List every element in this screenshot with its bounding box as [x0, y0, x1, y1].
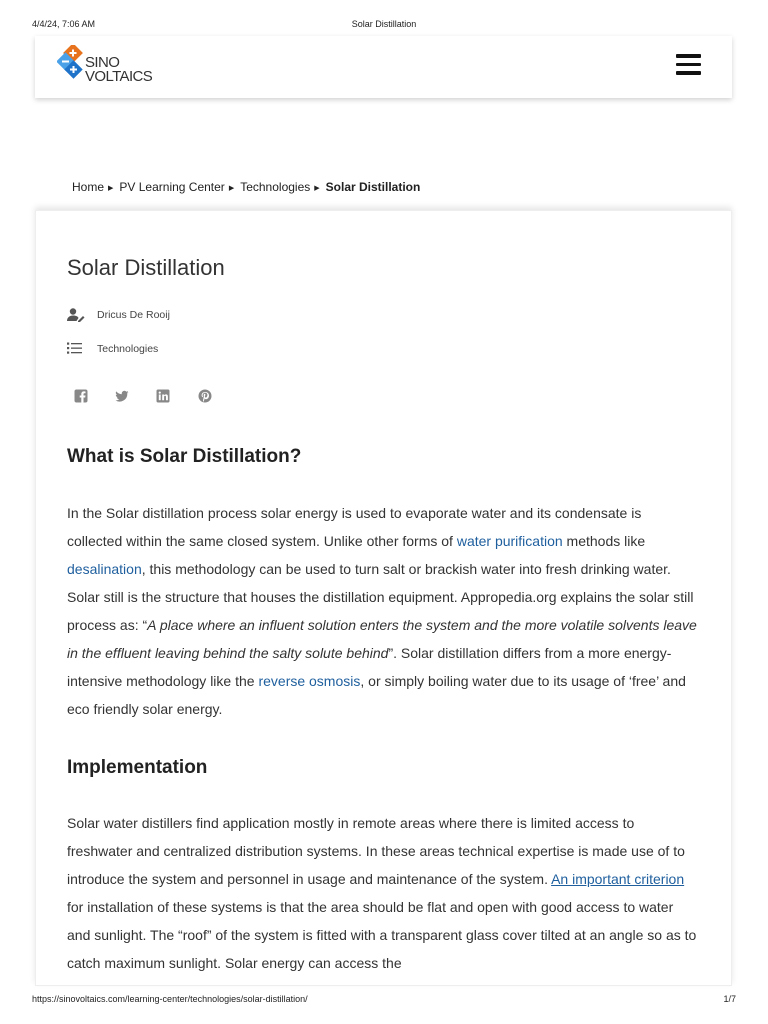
logo-diamond-icon: [57, 45, 87, 81]
print-date: 4/4/24, 7:06 AM: [32, 19, 96, 29]
breadcrumb: [72, 180, 420, 194]
inline-link[interactable]: An important criterion: [551, 871, 685, 887]
print-header: [0, 19, 768, 31]
text-run: methods like: [562, 533, 646, 549]
author-link[interactable]: Dricus De Rooij: [97, 309, 170, 321]
text-run: In the Solar distillation process solar energy is used to evaporate water and its condensate is collected within the same closed system. Unlike other forms of: [67, 505, 642, 549]
print-title: Solar Distillation: [351, 19, 417, 29]
section-paragraph-what-is: [67, 499, 700, 723]
text-run: for installation of these systems is that the area should be flat and open with good access to water and sunlight. The “roof” of the system is fitted with a transparent glass cover tilted at an angle so as to catch maximum sunlight. Solar energy can access the: [67, 899, 697, 971]
print-footer: [0, 994, 768, 1006]
section-heading-what-is: What is Solar Distillation?: [67, 446, 302, 467]
breadcrumb-current: Solar Distillation: [325, 180, 421, 194]
logo-line-1: SINO: [85, 54, 120, 71]
category-link[interactable]: Technologies: [97, 343, 159, 355]
breadcrumb-caret-icon: ▶: [228, 185, 235, 192]
inline-link[interactable]: desalination: [67, 561, 142, 577]
breadcrumb-caret-icon: ▶: [108, 185, 114, 192]
breadcrumb-pv-learning-center[interactable]: PV Learning Center: [119, 180, 225, 194]
text-run: Solar water distillers find application mostly in remote areas where there is limited access to freshwater and centralized distribution systems. In these areas technical expertise is made use of to introduce the system and personnel in usage and maintenance of the system.: [67, 815, 685, 887]
facebook-icon[interactable]: [74, 389, 88, 403]
site-header: [35, 36, 732, 98]
print-page-number: 1/7: [723, 994, 736, 1004]
breadcrumb-caret-icon: ▶: [314, 185, 320, 192]
text-run: , this methodology can be used to turn salt or brackish water into fresh drinking water. Solar still is the structure that houses the distillation equipment. Appropedia.org explains the solar still process as: “: [67, 561, 694, 633]
inline-quote: A place where an influent solution enters the system and the more volatile solvents leave in the effluent leaving behind the salty solute behind: [67, 617, 697, 661]
user-edit-icon: [67, 308, 85, 322]
print-url: https://sinovoltaics.com/learning-center/technologies/solar-distillation/: [32, 994, 308, 1004]
text-run: , or simply boiling water due to its usage of ‘free’ and eco friendly solar energy.: [67, 673, 686, 717]
article-title: Solar Distillation: [67, 255, 225, 280]
list-icon: [67, 342, 82, 354]
section-paragraph-implementation: [67, 809, 700, 977]
inline-link[interactable]: water purification: [456, 533, 563, 549]
section-heading-implementation: Implementation: [67, 757, 208, 778]
logo-wordmark: [85, 56, 152, 84]
sinovoltaics-logo[interactable]: [57, 45, 167, 87]
logo-line-2: VOLTAICS: [85, 68, 153, 85]
hamburger-icon[interactable]: [676, 54, 701, 76]
breadcrumb-home[interactable]: Home: [72, 180, 105, 194]
twitter-icon[interactable]: [115, 389, 129, 403]
inline-link[interactable]: reverse osmosis: [258, 673, 361, 689]
linkedin-icon[interactable]: [156, 389, 170, 403]
text-run: ”. Solar distillation differs from a more energy-intensive methodology like the: [67, 645, 672, 689]
breadcrumb-technologies[interactable]: Technologies: [240, 180, 311, 194]
pinterest-icon[interactable]: [198, 389, 212, 403]
